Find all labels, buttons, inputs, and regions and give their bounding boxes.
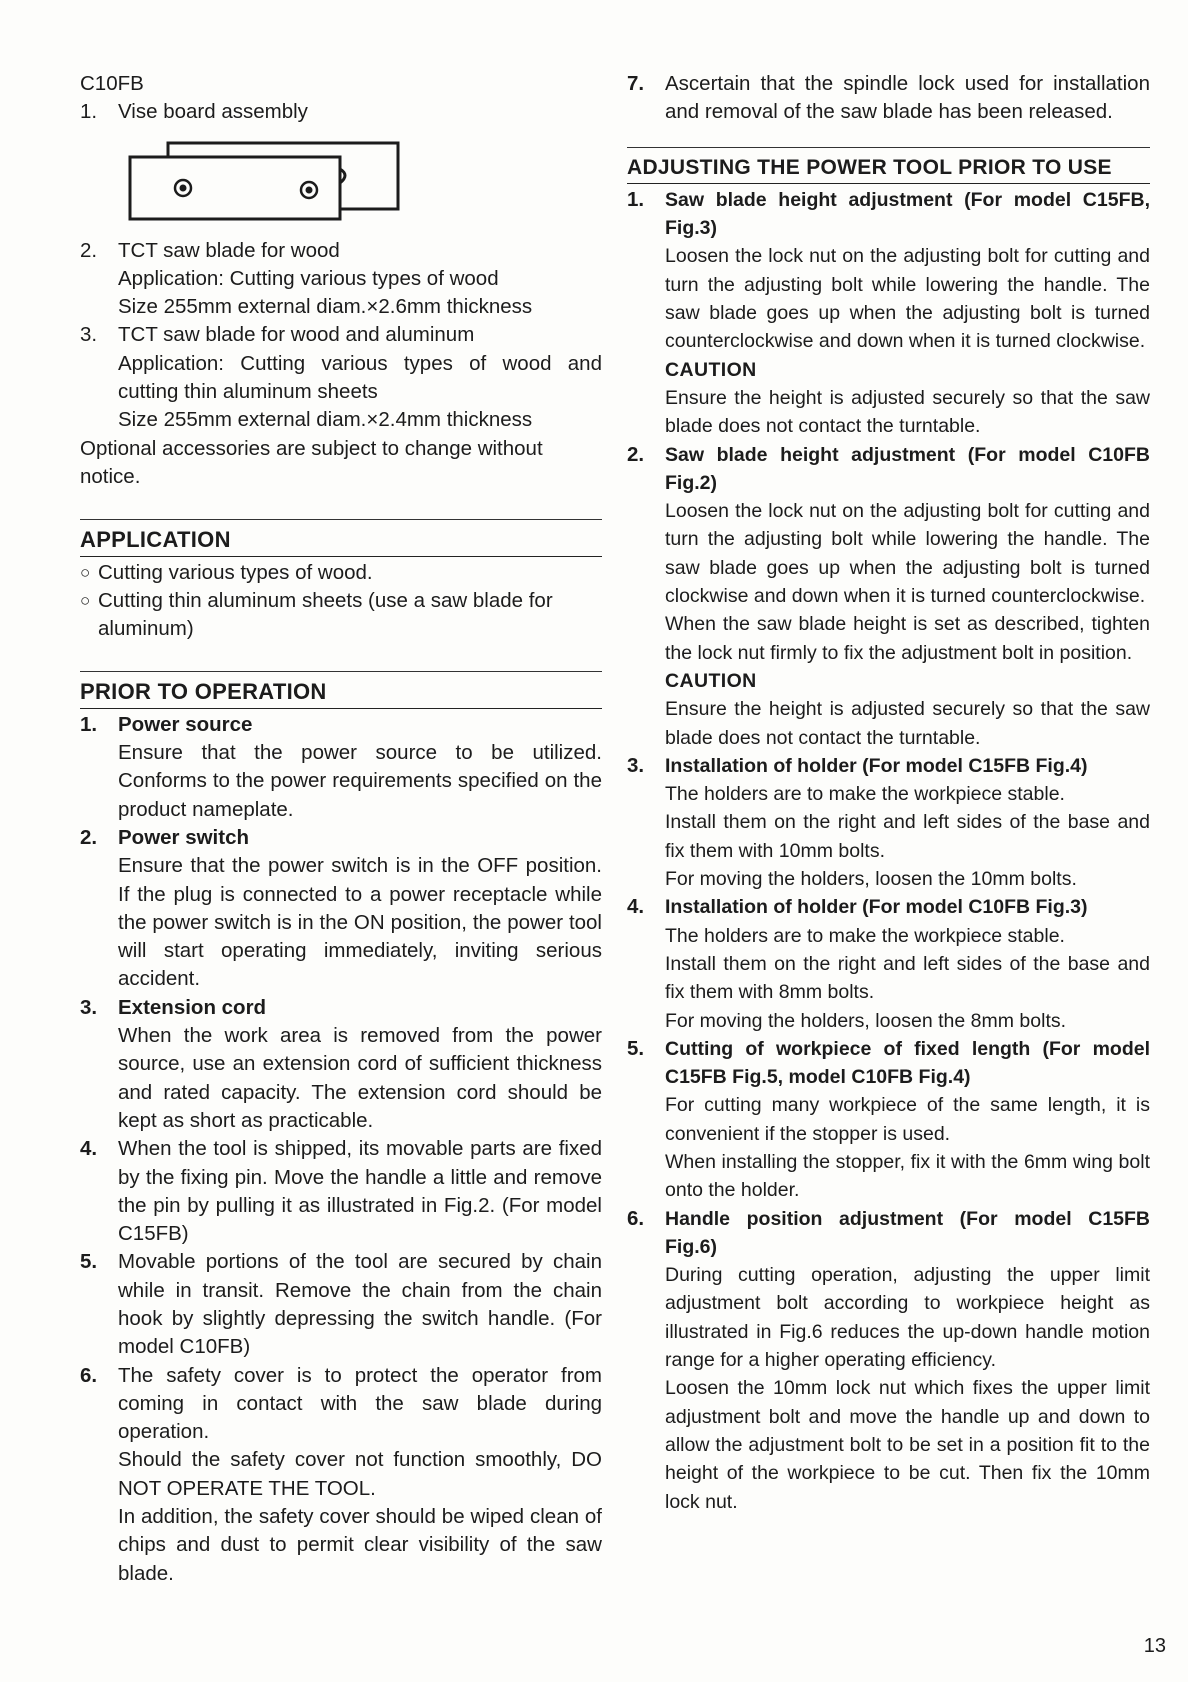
optional-accessories-note: Optional accessories are subject to change without notice. <box>80 436 543 488</box>
application-bullet: ○ Cutting thin aluminum sheets (use a saw blade for aluminum) <box>80 587 602 644</box>
accessory-item-2: 2. TCT saw blade for wood Application: Cutting various types of wood Size 255mm external diam.×2.6mm thickness <box>80 238 533 319</box>
prior-item-5: 5. Movable portions of the tool are secured by chain while in transit. Remove the chain from the chain hook by slightly depressing the switch handle. (For model C10FB) <box>80 1250 602 1359</box>
right-column <box>627 70 1150 1516</box>
accessory-item-3: 3. TCT saw blade for wood and aluminum Application: Cutting various types of wood and cutting thin aluminum sheets Size 255mm external diam.×2.4mm thickness <box>80 323 602 432</box>
page-number: 13 <box>1143 1634 1166 1657</box>
left-column <box>80 70 602 1588</box>
accessory-item-1: 1. Vise board assembly <box>80 100 308 124</box>
vise-board-diagram <box>128 135 404 231</box>
section-divider <box>80 519 602 520</box>
adjusting-heading: ADJUSTING THE POWER TOOL PRIOR TO USE <box>627 154 1150 184</box>
application-heading: APPLICATION <box>80 526 602 556</box>
adjust-item-6: 6. Handle position adjustment (For model C15FB Fig.6) During cutting operation, adjusting the upper limit adjustment bolt according to workpiece height as illustrated in Fig.6 reduces the up-down handle motion range for a higher operating efficiency. Loosen the 10mm lock nut which fixes the upper limit adjustment bolt and move the handle up and down to allow the adjustment bolt to be set in a position fit to the height of the workpiece to be cut. Then fix the 10mm lock nut. <box>627 1206 1150 1513</box>
circle-bullet-icon: ○ <box>80 590 91 610</box>
vise-board-illustration <box>128 135 404 231</box>
circle-bullet-icon: ○ <box>80 562 91 582</box>
prior-item-1: 1. Power source Ensure that the power source to be utilized. Conforms to the power requirements specified on the product nameplate. <box>80 712 602 821</box>
prior-item-3: 3. Extension cord When the work area is removed from the power source, use an extension cord of sufficient thickness and rated capacity. The extension cord should be kept as short as practicable. <box>80 995 602 1132</box>
section-divider <box>80 671 602 672</box>
adjust-item-3: 3. Installation of holder (For model C15FB Fig.4) The holders are to make the workpiece stable. Install them on the right and left sides of the base and fix them with 10mm bolts. For moving the holders, loosen the 10mm bolts. <box>627 753 1150 891</box>
prior-item-7: 7. Ascertain that the spindle lock used for installation and removal of the saw blade has been released. <box>627 72 1150 124</box>
prior-item-2: 2. Power switch Ensure that the power switch is in the OFF position. If the plug is connected to a power receptacle while the power switch is in the ON position, the power tool will start operating immediately, inviting serious accident. <box>80 825 602 991</box>
adjust-item-4: 4. Installation of holder (For model C10FB Fig.3) The holders are to make the workpiece stable. Install them on the right and left sides of the base and fix them with 8mm bolts. For moving the holders, loosen the 8mm bolts. <box>627 895 1150 1032</box>
adjust-item-1: 1. Saw blade height adjustment (For model C15FB, Fig.3) Loosen the lock nut on the adjusting bolt for cutting and turn the adjusting bolt while lowering the handle. The saw blade goes up when the adjusting bolt is turned counterclockwise and down when it is turned clockwise. CAUTION Ensure the height is adjusted securely so that the saw blade does not contact the turntable. <box>627 187 1150 438</box>
adjust-item-2: 2. Saw blade height adjustment (For model C10FB Fig.2) Loosen the lock nut on the adjusting bolt for cutting and turn the adjusting bolt while lowering the handle. The saw blade goes up when the adjusting bolt is turned clockwise and down when it is turned counterclockwise. When the saw blade height is set as described, tighten the lock nut firmly to fix the adjustment bolt in position. CAUTION Ensure the height is adjusted securely so that the saw blade does not contact the turntable. <box>627 442 1150 749</box>
prior-item-4: 4. When the tool is shipped, its movable parts are fixed by the fixing pin. Move the handle a little and remove the pin by pulling it as illustrated in Fig.2. (For model C15FB) <box>80 1137 602 1246</box>
prior-item-6: 6. The safety cover is to protect the operator from coming in contact with the saw blade during operation. Should the safety cover not function smoothly, DO NOT OPERATE THE TOOL. In addition, the safety cover should be wiped clean of chips and dust to permit clear visibility of the saw blade. <box>80 1363 602 1585</box>
section-divider <box>627 147 1150 148</box>
application-bullet: ○ Cutting various types of wood. <box>80 559 602 587</box>
prior-to-operation-heading: PRIOR TO OPERATION <box>80 678 602 708</box>
adjust-item-5: 5. Cutting of workpiece of fixed length (For model C15FB Fig.5, model C10FB Fig.4) For cutting many workpiece of the same length, it is convenient if the stopper is used. When installing the stopper, fix it with the 6mm wing bolt onto the holder. <box>627 1036 1150 1202</box>
model-heading: C10FB <box>80 72 144 95</box>
